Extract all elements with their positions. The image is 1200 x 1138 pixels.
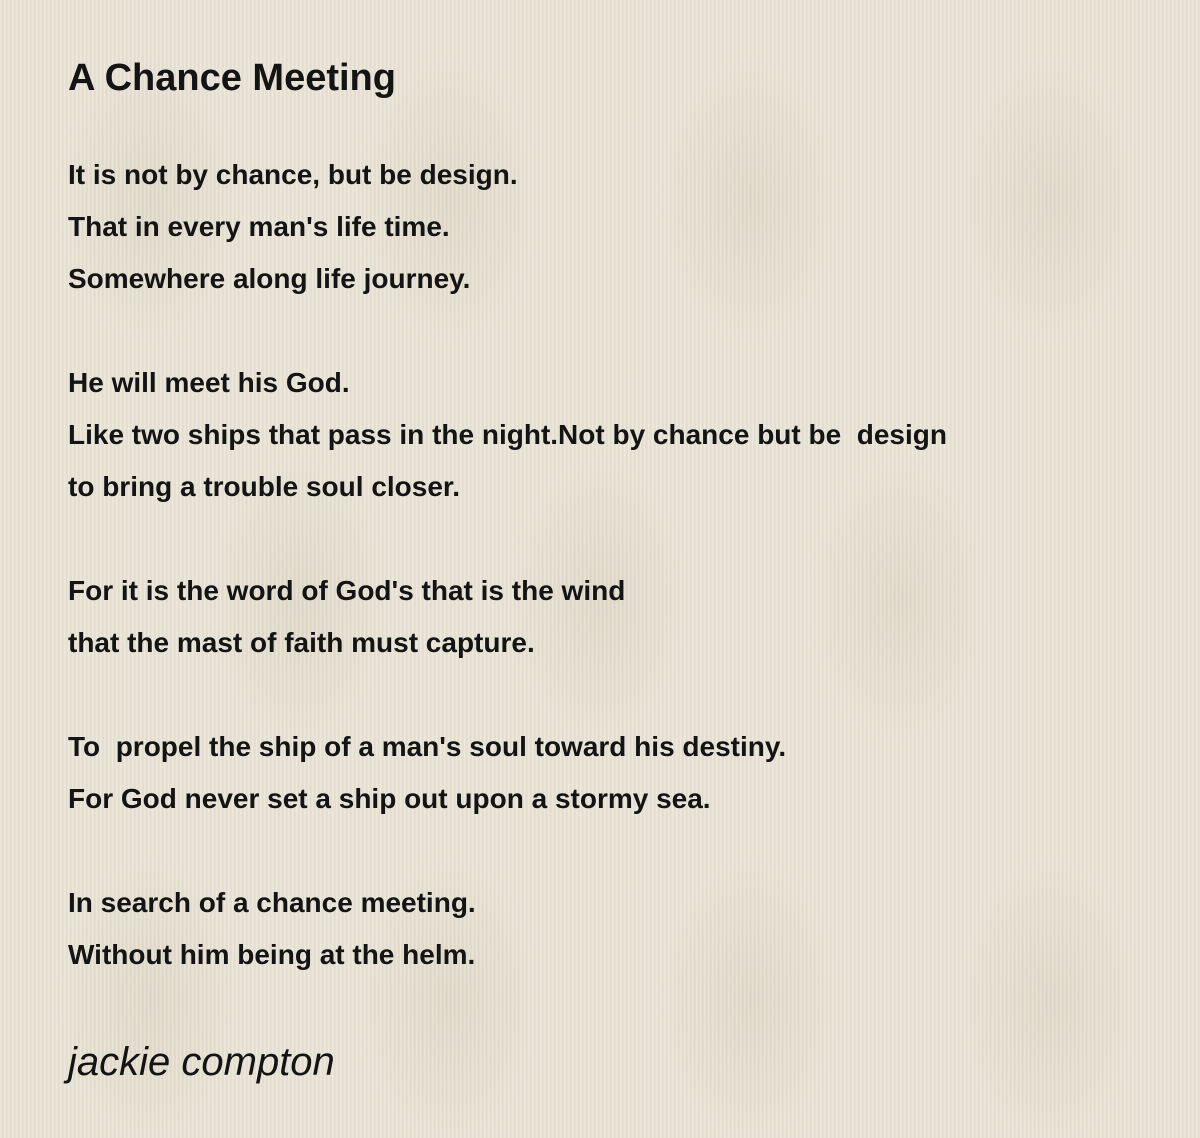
poem-line: to bring a trouble soul closer. <box>68 471 461 502</box>
poem-line: That in every man's life time. <box>68 211 450 242</box>
poem-line: that the mast of faith must capture. <box>68 627 535 658</box>
poem-line: To propel the ship of a man's soul toward his destiny. <box>68 731 787 762</box>
stanza-break <box>68 305 1168 357</box>
poem-line: Without him being at the helm. <box>68 939 476 970</box>
poem-container <box>68 52 1168 981</box>
poem-line: He will meet his God. <box>68 367 350 398</box>
stanza-break <box>68 825 1168 877</box>
poem-body <box>68 149 1168 981</box>
poem-line: In search of a chance meeting. <box>68 887 476 918</box>
poem-author: jackie compton <box>68 1040 335 1084</box>
poem-line: It is not by chance, but be design. <box>68 159 518 190</box>
poem-line: For it is the word of God's that is the wind <box>68 575 626 606</box>
poem-line: For God never set a ship out upon a stormy sea. <box>68 783 711 814</box>
poem-title: A Chance Meeting <box>68 57 396 99</box>
stanza-break <box>68 669 1168 721</box>
stanza-break <box>68 513 1168 565</box>
poem-line: Like two ships that pass in the night.Not by chance but be design <box>68 419 947 450</box>
poem-line: Somewhere along life journey. <box>68 263 471 294</box>
